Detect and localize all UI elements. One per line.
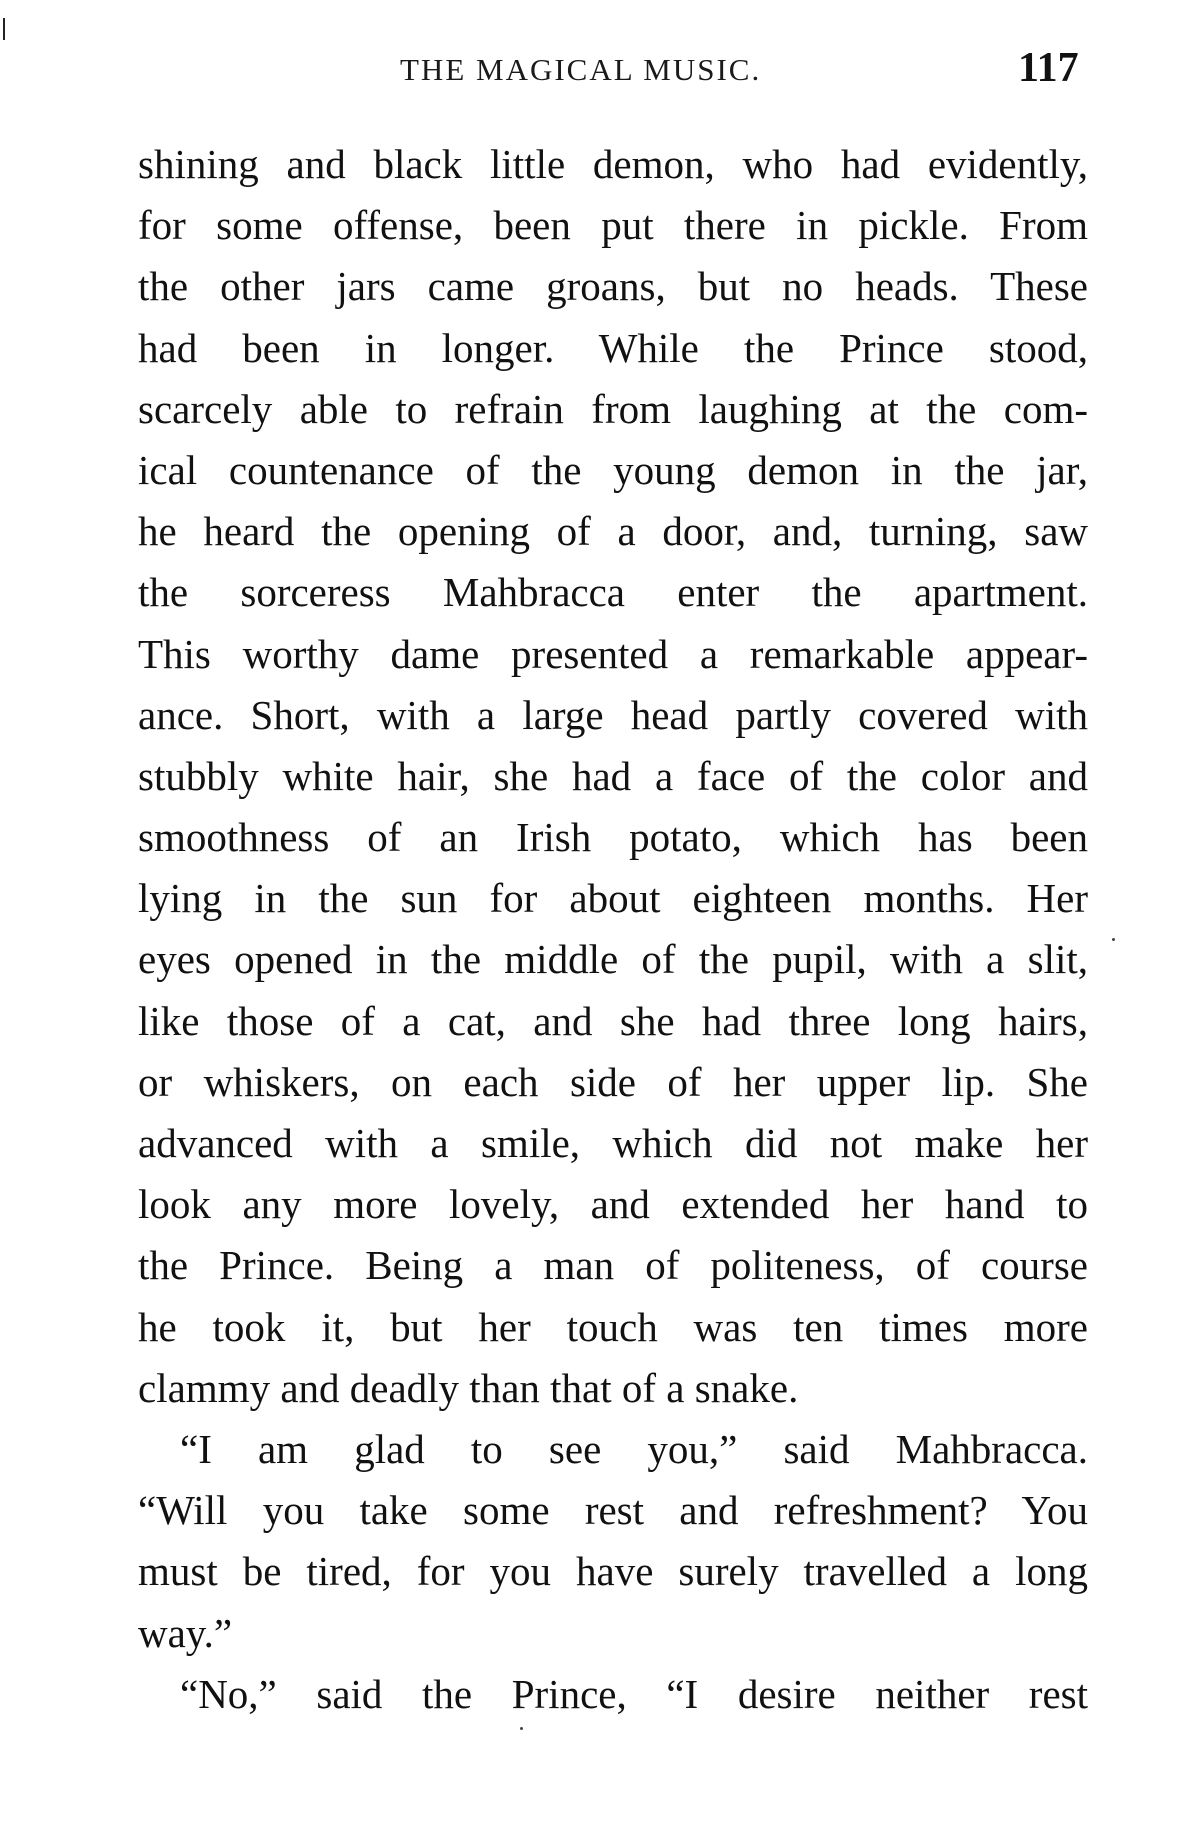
text-line: like those of a cat, and she had three long hairs,	[138, 997, 1088, 1044]
text-line: for some offense, been put there in pickle. From	[138, 202, 1088, 249]
text-line: advanced with a smile, which did not make her	[138, 1120, 1088, 1166]
text-line: the Prince. Being a man of politeness, of course	[138, 1242, 1088, 1289]
text-line: smoothness of an Irish potato, which has been	[138, 814, 1088, 861]
text-line: must be tired, for you have surely travelled a long	[138, 1548, 1088, 1595]
print-speck	[520, 1727, 523, 1730]
page-number: 117	[1018, 45, 1079, 91]
page-edge-mark	[3, 18, 5, 40]
text-line: lying in the sun for about eighteen months. Her	[138, 875, 1088, 922]
text-line: or whiskers, on each side of her upper lip. She	[138, 1058, 1088, 1105]
text-line: look any more lovely, and extended her hand to	[138, 1181, 1088, 1228]
text-line: clammy and deadly than that of a snake.	[138, 1364, 799, 1411]
text-line: ance. Short, with a large head partly covered with	[138, 691, 1088, 738]
text-line: “No,” said the Prince, “I desire neither rest	[180, 1670, 1088, 1717]
body-text	[138, 134, 1088, 1725]
text-line: eyes opened in the middle of the pupil, with a slit,	[138, 936, 1088, 983]
text-line: had been in longer. While the Prince stood,	[138, 324, 1088, 371]
text-line: the other jars came groans, but no heads. These	[138, 263, 1088, 310]
text-line: the sorceress Mahbracca enter the apartment.	[138, 569, 1088, 616]
text-line: “Will you take some rest and refreshment? You	[138, 1487, 1088, 1534]
text-line: ical countenance of the young demon in the jar,	[138, 446, 1088, 493]
text-line: way.”	[138, 1609, 233, 1656]
text-line: This worthy dame presented a remarkable appear-	[138, 630, 1088, 677]
text-line: he heard the opening of a door, and, turning, saw	[138, 508, 1088, 555]
text-line: “I am glad to see you,” said Mahbracca.	[180, 1425, 1088, 1472]
text-line: he took it, but her touch was ten times more	[138, 1303, 1088, 1350]
text-line: scarcely able to refrain from laughing at the com-	[138, 385, 1088, 432]
running-head: THE MAGICAL MUSIC.	[400, 52, 762, 87]
text-line: shining and black little demon, who had evidently,	[138, 141, 1088, 187]
print-speck	[1112, 938, 1115, 941]
text-line: stubbly white hair, she had a face of the color and	[138, 752, 1088, 799]
